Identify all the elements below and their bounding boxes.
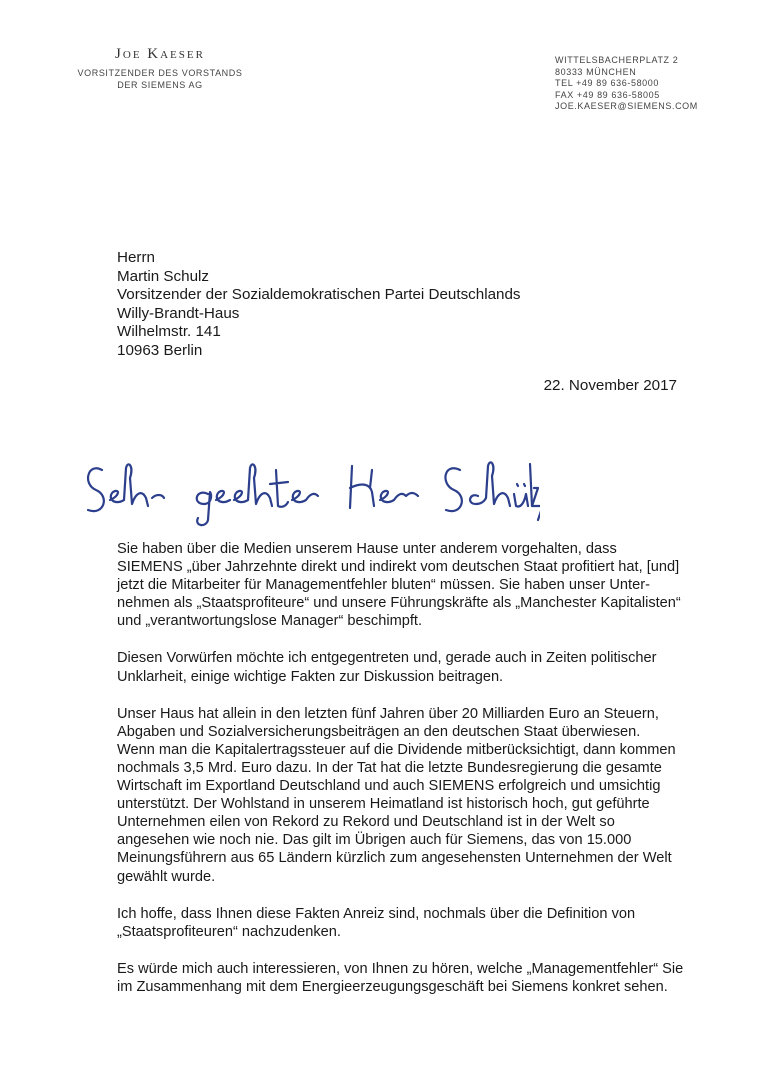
body-line: Sie haben über die Medien unserem Hause unter anderem vorgehalten, dass xyxy=(117,541,617,557)
recipient-line: Martin Schulz xyxy=(117,267,210,285)
body-paragraph xyxy=(117,705,689,886)
recipient-line: Willy-Brandt-Haus xyxy=(117,304,240,322)
body-line: im Zusammenhang mit dem Energieerzeugungsgeschäft bei Siemens konkret sehen. xyxy=(117,978,668,995)
recipient-line: Wilhelmstr. 141 xyxy=(117,323,221,340)
letter-date: 22. November 2017 xyxy=(543,377,677,394)
body-line: SIEMENS „über Jahrzehnte direkt und indirekt vom deutschen Staat profitiert hat, [und] xyxy=(117,559,680,576)
recipient-line: Herrn xyxy=(117,249,155,266)
body-line: Es würde mich auch interessieren, von Ihnen zu hören, welche „Managementfehler“ Sie xyxy=(117,960,684,977)
contact-email: JOE.KAESER@SIEMENS.COM xyxy=(555,101,698,111)
letter-body xyxy=(117,540,689,1015)
body-line: Unser Haus hat allein in den letzten fünf Jahren über 20 Milliarden Euro an Steuern, xyxy=(117,705,659,722)
contact-address-street: WITTELSBACHERPLATZ 2 xyxy=(555,55,679,65)
body-line: Abgaben und Sozialversicherungsbeiträgen an den deutschen Staat überwiesen. xyxy=(117,723,641,740)
body-line: Wenn man die Kapitalertragssteuer auf die Dividende mitberücksichtigt, dann kommen xyxy=(117,741,676,758)
body-line: unterstützt. Der Wohlstand in unserem Heimatland ist historisch hoch, gut geführte xyxy=(117,796,650,813)
body-line: jetzt die Mitarbeiter für Managementfehler bluten“ müssen. Sie haben unser Unter- xyxy=(117,577,650,594)
handwritten-salutation xyxy=(80,448,540,528)
body-paragraph xyxy=(117,905,689,941)
body-line: Wirtschaft im Exportland Deutschland und auch SIEMENS erfolgreich und umsichtig xyxy=(117,778,661,795)
body-line: „Staatsprofiteuren“ nachzudenken. xyxy=(117,923,341,940)
contact-address-city: 80333 MÜNCHEN xyxy=(555,66,637,77)
body-line: Diesen Vorwürfen möchte ich entgegentreten und, gerade auch in Zeiten politischer xyxy=(117,650,657,667)
recipient-line: 10963 Berlin xyxy=(117,341,203,359)
body-paragraph xyxy=(117,649,689,685)
body-line: Unternehmen eilen von Rekord zu Rekord und Deutschland ist in der Welt so xyxy=(117,814,615,831)
letterhead-contact xyxy=(555,55,755,113)
body-paragraph xyxy=(117,540,689,630)
recipient-line: Vorsitzender der Sozialdemokratischen Partei Deutschlands xyxy=(117,286,521,303)
body-paragraph xyxy=(117,960,689,996)
salutation-script xyxy=(80,448,540,528)
sender-role-line: DER SIEMENS AG xyxy=(117,80,203,90)
sender-role-line: VORSITZENDER DES VORSTANDS xyxy=(77,68,243,78)
contact-fax: FAX +49 89 636-58005 xyxy=(555,89,660,100)
body-line: Unklarheit, einige wichtige Fakten zur Diskussion beitragen. xyxy=(117,668,504,685)
recipient-address xyxy=(117,249,677,360)
sender-name: Joe Kaeser xyxy=(115,46,205,62)
body-line: Meinungsführern aus 65 Ländern kürzlich zum angesehensten Unternehmen der Welt xyxy=(117,850,672,867)
body-line: gewählt wurde. xyxy=(117,868,216,885)
body-line: nochmals 3,5 Mrd. Euro dazu. In der Tat hat die letzte Bundesregierung die gesamte xyxy=(117,759,662,776)
letterhead-sender xyxy=(60,46,260,91)
body-line: Ich hoffe, dass Ihnen diese Fakten Anreiz sind, nochmals über die Definition von xyxy=(117,905,636,922)
body-line: nehmen als „Staatsprofiteure“ und unsere Führungskräfte als „Manchester Kapitalisten“ xyxy=(117,595,681,612)
body-line: und „verantwortungslose Manager“ beschimpft. xyxy=(117,613,423,630)
body-line: angesehen wie noch nie. Das gilt im Übrigen auch für Siemens, das von 15.000 xyxy=(117,832,632,849)
contact-phone: TEL +49 89 636-58000 xyxy=(555,78,659,88)
